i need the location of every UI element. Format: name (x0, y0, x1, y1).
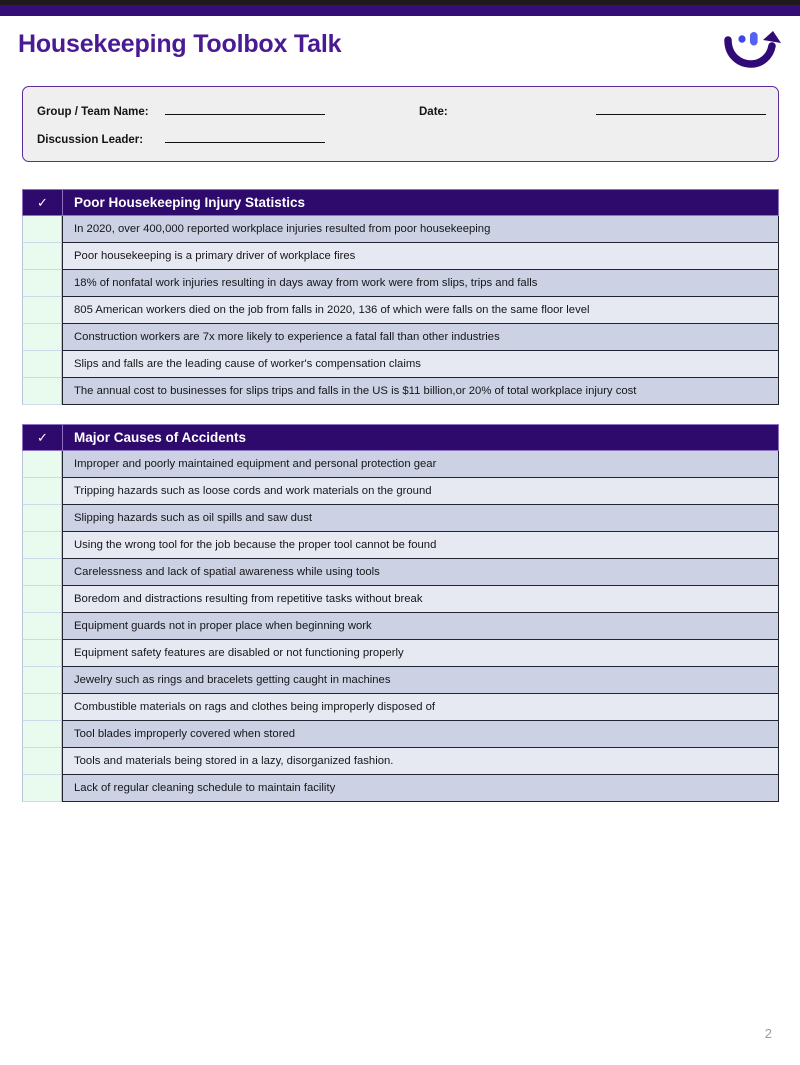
table-row (22, 640, 779, 667)
row-checkbox-cell[interactable] (22, 478, 62, 505)
table-row (22, 478, 779, 505)
row-text-cell: Tools and materials being stored in a lazy, disorganized fashion. (62, 748, 779, 775)
table-poor-housekeeping-injury-statistics (22, 189, 779, 405)
table-row (22, 748, 779, 775)
row-checkbox-cell[interactable] (22, 243, 62, 270)
table-body (22, 451, 779, 802)
row-text-cell: Boredom and distractions resulting from repetitive tasks without break (62, 586, 779, 613)
table-header-row (22, 424, 779, 451)
row-text-cell: The annual cost to businesses for slips trips and falls in the US is $11 billion,or 20% of total workplace injury cost (62, 378, 779, 405)
date-field[interactable] (419, 103, 766, 118)
group-team-name-label: Group / Team Name: (37, 106, 149, 118)
smiley-arrow-logo (720, 26, 782, 70)
table-row (22, 297, 779, 324)
row-checkbox-cell[interactable] (22, 351, 62, 378)
row-checkbox-cell[interactable] (22, 586, 62, 613)
row-checkbox-cell[interactable] (22, 378, 62, 405)
table-row (22, 559, 779, 586)
row-checkbox-cell[interactable] (22, 451, 62, 478)
table-row (22, 775, 779, 802)
row-text-cell: Using the wrong tool for the job because the proper tool cannot be found (62, 532, 779, 559)
row-text-cell: In 2020, over 400,000 reported workplace injuries resulted from poor housekeeping (62, 216, 779, 243)
discussion-leader-label: Discussion Leader: (37, 134, 144, 146)
table-row (22, 532, 779, 559)
row-text-cell: Jewelry such as rings and bracelets getting caught in machines (62, 667, 779, 694)
group-team-name-input-line[interactable] (165, 103, 325, 115)
row-text-cell: Construction workers are 7x more likely to experience a fatal fall than other industries (62, 324, 779, 351)
group-team-name-field[interactable] (37, 103, 325, 118)
page-title: Housekeeping Toolbox Talk (18, 30, 342, 58)
table-row (22, 721, 779, 748)
table-row (22, 351, 779, 378)
row-text-cell: Improper and poorly maintained equipment and personal protection gear (62, 451, 779, 478)
discussion-leader-input-line[interactable] (165, 131, 325, 143)
row-text-cell: Slips and falls are the leading cause of worker's compensation claims (62, 351, 779, 378)
row-text-cell: Slipping hazards such as oil spills and saw dust (62, 505, 779, 532)
row-text-cell: 805 American workers died on the job from falls in 2020, 136 of which were falls on the same floor level (62, 297, 779, 324)
table-header-row (22, 189, 779, 216)
table-body (22, 216, 779, 405)
row-text-cell: Tool blades improperly covered when stored (62, 721, 779, 748)
table-row (22, 667, 779, 694)
row-checkbox-cell[interactable] (22, 775, 62, 802)
table-title: Poor Housekeeping Injury Statistics (74, 195, 306, 210)
table-row (22, 613, 779, 640)
date-input-line[interactable] (596, 103, 766, 115)
row-checkbox-cell[interactable] (22, 297, 62, 324)
row-checkbox-cell[interactable] (22, 748, 62, 775)
check-icon: ✓ (23, 425, 63, 450)
row-checkbox-cell[interactable] (22, 694, 62, 721)
row-checkbox-cell[interactable] (22, 505, 62, 532)
row-text-cell: Poor housekeeping is a primary driver of workplace fires (62, 243, 779, 270)
table-row (22, 324, 779, 351)
date-label: Date: (419, 106, 448, 118)
row-checkbox-cell[interactable] (22, 721, 62, 748)
table-row (22, 694, 779, 721)
check-icon: ✓ (23, 190, 63, 215)
table-title: Major Causes of Accidents (74, 430, 247, 445)
row-text-cell: Tripping hazards such as loose cords and work materials on the ground (62, 478, 779, 505)
document-header (0, 24, 800, 80)
row-checkbox-cell[interactable] (22, 559, 62, 586)
row-checkbox-cell[interactable] (22, 613, 62, 640)
row-text-cell: Equipment safety features are disabled or not functioning properly (62, 640, 779, 667)
meeting-info-box (22, 86, 779, 162)
table-row (22, 378, 779, 405)
table-row (22, 216, 779, 243)
row-checkbox-cell[interactable] (22, 324, 62, 351)
table-row (22, 243, 779, 270)
row-text-cell: 18% of nonfatal work injuries resulting in days away from work were from slips, trips and falls (62, 270, 779, 297)
discussion-leader-field[interactable] (37, 131, 325, 146)
page-number: 2 (764, 1026, 772, 1041)
row-text-cell: Lack of regular cleaning schedule to maintain facility (62, 775, 779, 802)
table-row (22, 586, 779, 613)
row-text-cell: Equipment guards not in proper place when beginning work (62, 613, 779, 640)
row-checkbox-cell[interactable] (22, 270, 62, 297)
row-text-cell: Combustible materials on rags and clothes being improperly disposed of (62, 694, 779, 721)
row-checkbox-cell[interactable] (22, 640, 62, 667)
row-checkbox-cell[interactable] (22, 667, 62, 694)
row-checkbox-cell[interactable] (22, 216, 62, 243)
row-checkbox-cell[interactable] (22, 532, 62, 559)
table-major-causes-of-accidents (22, 424, 779, 802)
table-row (22, 505, 779, 532)
table-row (22, 270, 779, 297)
row-text-cell: Carelessness and lack of spatial awareness while using tools (62, 559, 779, 586)
top-purple-bar (0, 5, 800, 16)
table-row (22, 451, 779, 478)
